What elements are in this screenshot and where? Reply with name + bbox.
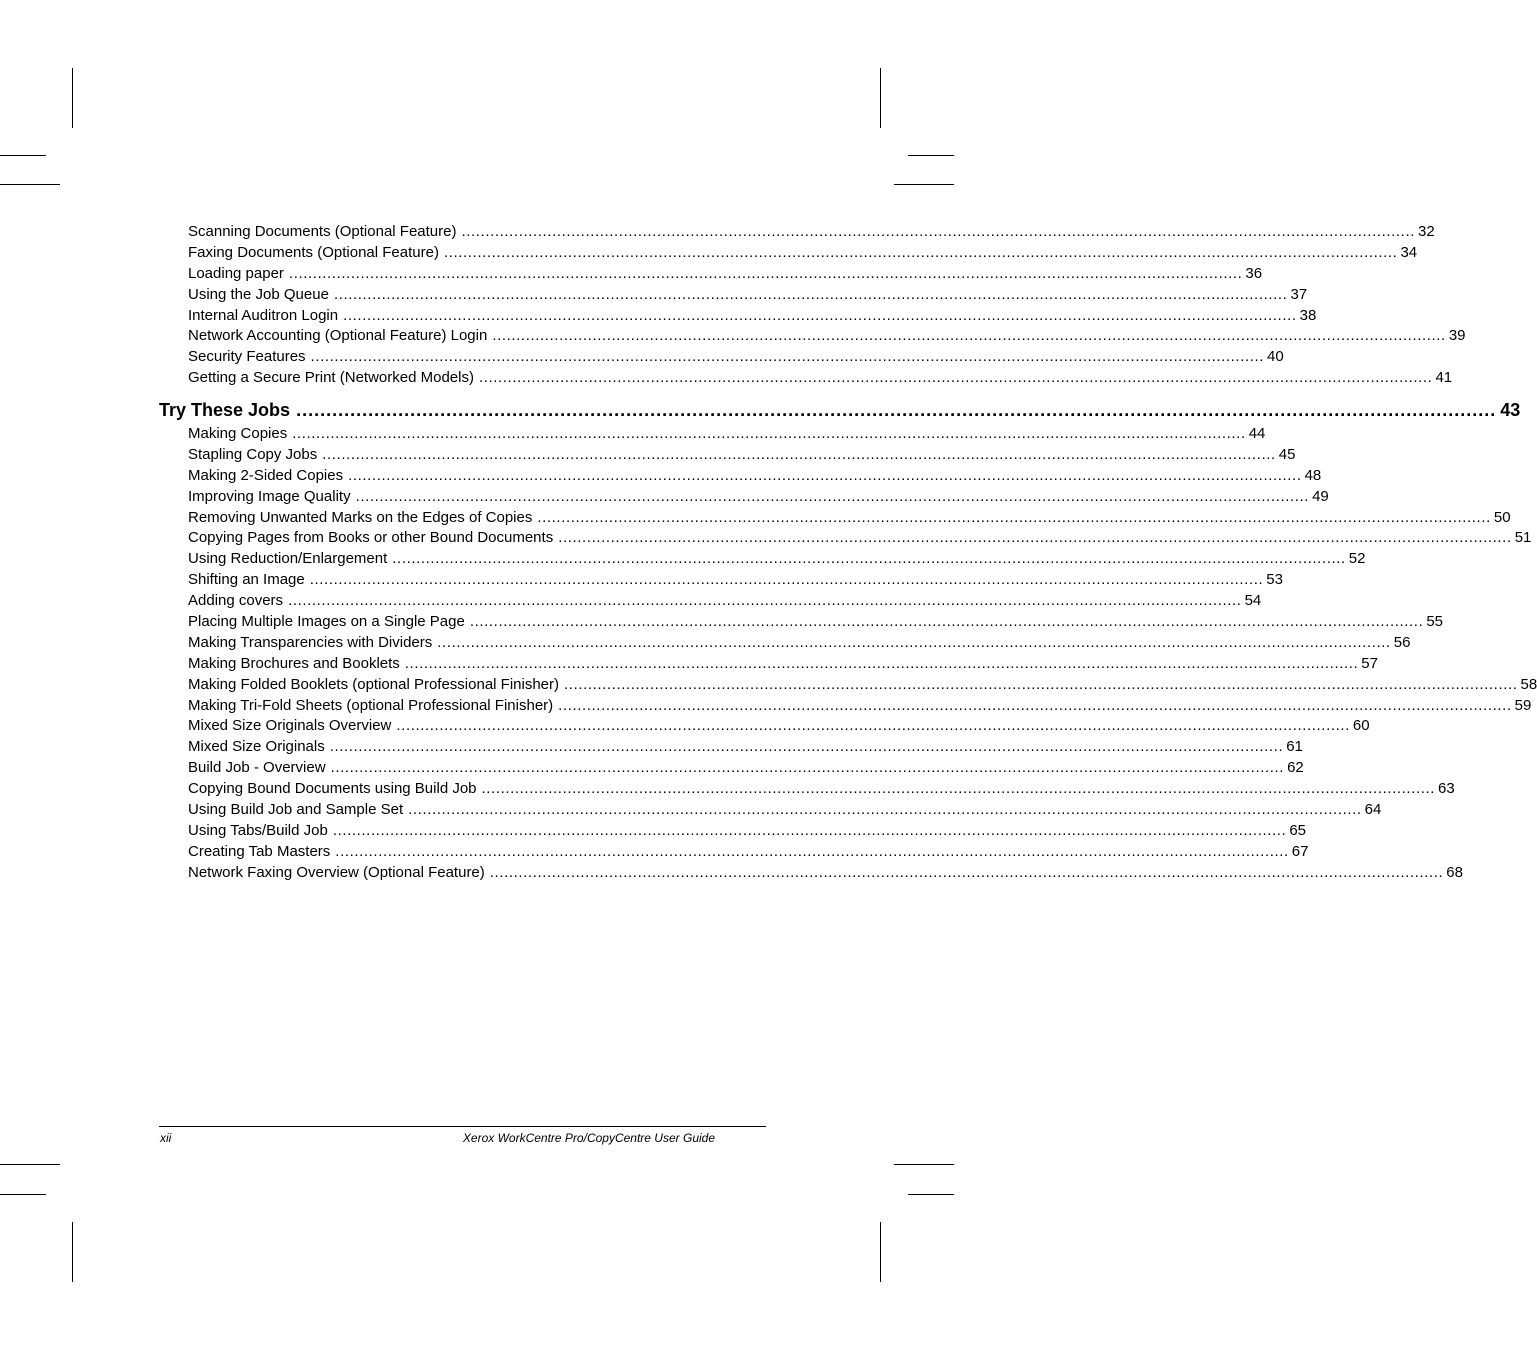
dot-leader: ........................................................................................................................................................................................................ (333, 285, 1288, 303)
toc-entry[interactable] (188, 347, 1284, 368)
toc-entry[interactable] (188, 842, 1309, 863)
toc-entry-page-number: 52 (1348, 550, 1366, 568)
toc-entry-page-number: 62 (1287, 759, 1304, 777)
toc-section-heading[interactable] (159, 398, 1521, 422)
footer-rule (159, 1126, 766, 1127)
toc-entry-page-number: 48 (1304, 466, 1322, 484)
dot-leader: ........................................................................................................................................................................................................ (558, 529, 1512, 547)
toc-entry-page-number: 65 (1289, 821, 1306, 839)
toc-entry[interactable] (188, 424, 1266, 445)
toc-entry-title: Mixed Size Originals Overview (188, 717, 392, 735)
dot-leader: ........................................................................................................................................................................................................ (310, 348, 1265, 366)
toc-entry-title: Getting a Secure Print (Networked Models) (188, 369, 474, 387)
crop-mark (0, 155, 46, 156)
toc-entry-title: Loading paper (188, 264, 284, 282)
footer-page-number: xii (160, 1131, 172, 1145)
toc-entry-title: Copying Bound Documents using Build Job (188, 780, 477, 798)
dot-leader: ........................................................................................................................................................................................................ (355, 487, 1310, 505)
toc-entry-title: Making 2-Sided Copies (188, 466, 344, 484)
toc-entry[interactable] (188, 326, 1466, 347)
toc-entry-title: Creating Tab Masters (188, 842, 331, 860)
dot-leader: ........................................................................................................................................................................................................ (348, 466, 1302, 484)
crop-mark (908, 1194, 954, 1195)
toc-entry-page-number: 50 (1493, 508, 1511, 526)
toc-entry[interactable] (188, 716, 1370, 737)
dot-leader: ........................................................................................................................................................................................................ (288, 592, 1242, 610)
toc-entry[interactable] (188, 612, 1444, 633)
dot-leader: ........................................................................................................................................................................................................ (481, 780, 1436, 798)
toc-entry-page-number: 44 (1248, 425, 1266, 442)
toc-entry-title: Faxing Documents (Optional Feature) (188, 243, 439, 261)
dot-leader: ........................................................................................................................................................................................................ (309, 571, 1264, 589)
toc-entry-title: Build Job - Overview (188, 759, 326, 777)
toc-entry-page-number: 56 (1393, 633, 1411, 651)
toc-entry[interactable] (188, 306, 1317, 327)
toc-entry-title: Making Folded Booklets (optional Professional Finisher) (188, 675, 560, 693)
toc-entry[interactable] (188, 445, 1296, 466)
toc-entry-page-number: 64 (1364, 801, 1382, 819)
toc-entry[interactable] (188, 737, 1303, 758)
dot-leader: ........................................................................................................................................................................................................ (392, 550, 1346, 568)
dot-leader: ........................................................................................................................................................................................................ (332, 821, 1287, 839)
toc-entry-title: Improving Image Quality (188, 487, 351, 505)
toc-entry[interactable] (188, 696, 1532, 717)
toc-entry-page-number: 54 (1244, 592, 1262, 610)
footer-guide-title: Xerox WorkCentre Pro/CopyCentre User Guide (462, 1131, 715, 1145)
toc-entry[interactable] (188, 264, 1263, 285)
toc-entry[interactable] (188, 800, 1382, 821)
dot-leader: ........................................................................................................................................................................................................ (322, 445, 1276, 463)
toc-entry[interactable] (188, 222, 1435, 243)
dot-leader: ........................................................................................................................................................................................................ (288, 264, 1243, 282)
dot-leader: ........................................................................................................................................................................................................ (292, 425, 1246, 442)
toc-entry[interactable] (188, 570, 1283, 591)
toc-entry-page-number: 49 (1312, 487, 1329, 505)
dot-leader: ........................................................................................................................................................................................................ (404, 654, 1359, 672)
toc-entry-title: Security Features (188, 348, 306, 366)
toc-entry-title: Making Copies (188, 425, 288, 442)
crop-mark (72, 1222, 73, 1282)
toc-entry-title: Using the Job Queue (188, 285, 329, 303)
toc-entry-page-number: 39 (1448, 327, 1466, 345)
toc-entry[interactable] (188, 633, 1411, 654)
dot-leader: ........................................................................................................................................................................................................ (492, 327, 1446, 345)
dot-leader: ........................................................................................................................................................................................................ (296, 400, 1497, 420)
dot-leader: ........................................................................................................................................................................................................ (329, 738, 1284, 756)
toc-entry-title: Making Brochures and Booklets (188, 654, 400, 672)
toc-entry[interactable] (188, 549, 1366, 570)
toc-entry-page-number: 38 (1299, 306, 1317, 324)
dot-leader: ........................................................................................................................................................................................................ (443, 243, 1398, 261)
toc-entry[interactable] (188, 758, 1304, 779)
toc-entry-title: Removing Unwanted Marks on the Edges of Copies (188, 508, 533, 526)
toc-entry-page-number: 60 (1352, 717, 1370, 735)
crop-mark (894, 1164, 954, 1165)
toc-entry-title: Making Transparencies with Dividers (188, 633, 433, 651)
dot-leader: ........................................................................................................................................................................................................ (461, 223, 1415, 240)
toc-entry[interactable] (188, 466, 1322, 487)
toc-entry[interactable] (188, 368, 1453, 389)
toc-entry-page-number: 53 (1266, 571, 1283, 589)
dot-leader: ........................................................................................................................................................................................................ (564, 675, 1518, 693)
dot-leader: ........................................................................................................................................................................................................ (343, 306, 1297, 324)
toc-entry-page-number: 37 (1290, 285, 1308, 303)
section-page-number: 43 (1500, 400, 1521, 420)
crop-mark (880, 1222, 881, 1282)
section-title: Try These Jobs (159, 400, 291, 420)
toc-entry-page-number: 51 (1514, 529, 1532, 547)
toc-entry[interactable] (188, 243, 1418, 264)
toc-entry[interactable] (188, 675, 1537, 696)
dot-leader: ........................................................................................................................................................................................................ (330, 759, 1285, 777)
toc-entry-title: Adding covers (188, 592, 284, 610)
toc-entry-page-number: 45 (1278, 445, 1296, 463)
crop-mark (894, 184, 954, 185)
toc-entry-title: Copying Pages from Books or other Bound Documents (188, 529, 554, 547)
dot-leader: ........................................................................................................................................................................................................ (469, 613, 1424, 631)
toc-entry-page-number: 57 (1361, 654, 1378, 672)
toc-entry-title: Scanning Documents (Optional Feature) (188, 223, 457, 240)
toc-entry-title: Using Tabs/Build Job (188, 821, 328, 839)
toc-entry-page-number: 41 (1435, 369, 1453, 387)
crop-mark (908, 155, 954, 156)
toc-entry-title: Placing Multiple Images on a Single Page (188, 613, 465, 631)
crop-mark (0, 1194, 46, 1195)
toc-entry-page-number: 61 (1286, 738, 1303, 756)
dot-leader: ........................................................................................................................................................................................................ (335, 842, 1289, 860)
dot-leader: ........................................................................................................................................................................................................ (408, 801, 1362, 819)
toc-entry-title: Network Faxing Overview (Optional Feature) (188, 863, 485, 881)
toc-entry-page-number: 68 (1446, 863, 1463, 881)
toc-list (188, 424, 1537, 884)
crop-mark (72, 68, 73, 128)
toc-entry-page-number: 36 (1245, 264, 1263, 282)
toc-entry-title: Making Tri-Fold Sheets (optional Professional Finisher) (188, 696, 554, 714)
toc-entry-page-number: 59 (1514, 696, 1532, 714)
toc-entry-page-number: 40 (1267, 348, 1284, 366)
toc-entry[interactable] (188, 779, 1455, 800)
toc-entry[interactable] (188, 863, 1463, 884)
toc-entry-title: Using Reduction/Enlargement (188, 550, 388, 568)
toc-entry-page-number: 67 (1291, 842, 1309, 860)
toc-entry[interactable] (188, 528, 1532, 549)
toc-entry-page-number: 58 (1520, 675, 1537, 693)
toc-entry-page-number: 32 (1417, 223, 1435, 240)
toc-entry-title: Stapling Copy Jobs (188, 445, 318, 463)
toc-entry[interactable] (188, 821, 1306, 842)
toc-entry-title: Using Build Job and Sample Set (188, 801, 404, 819)
dot-leader: ........................................................................................................................................................................................................ (437, 633, 1391, 651)
toc-entry[interactable] (188, 591, 1262, 612)
toc-entry-page-number: 34 (1400, 243, 1418, 261)
toc-entry-title: Network Accounting (Optional Feature) Login (188, 327, 488, 345)
toc-entry-page-number: 55 (1426, 613, 1444, 631)
dot-leader: ........................................................................................................................................................................................................ (396, 717, 1350, 735)
toc-entry-title: Mixed Size Originals (188, 738, 325, 756)
crop-mark (880, 68, 881, 128)
dot-leader: ........................................................................................................................................................................................................ (537, 508, 1491, 526)
toc-entry[interactable] (188, 285, 1308, 306)
toc-list (188, 222, 1466, 389)
toc-entry-title: Shifting an Image (188, 571, 305, 589)
crop-mark (0, 184, 60, 185)
toc-entry[interactable] (188, 508, 1511, 529)
toc-entry[interactable] (188, 654, 1378, 675)
toc-entry[interactable] (188, 487, 1329, 508)
dot-leader: ........................................................................................................................................................................................................ (478, 369, 1433, 387)
crop-mark (0, 1164, 60, 1165)
dot-leader: ........................................................................................................................................................................................................ (489, 863, 1444, 881)
toc-entry-page-number: 63 (1438, 780, 1455, 798)
dot-leader: ........................................................................................................................................................................................................ (558, 696, 1512, 714)
toc-entry-title: Internal Auditron Login (188, 306, 339, 324)
